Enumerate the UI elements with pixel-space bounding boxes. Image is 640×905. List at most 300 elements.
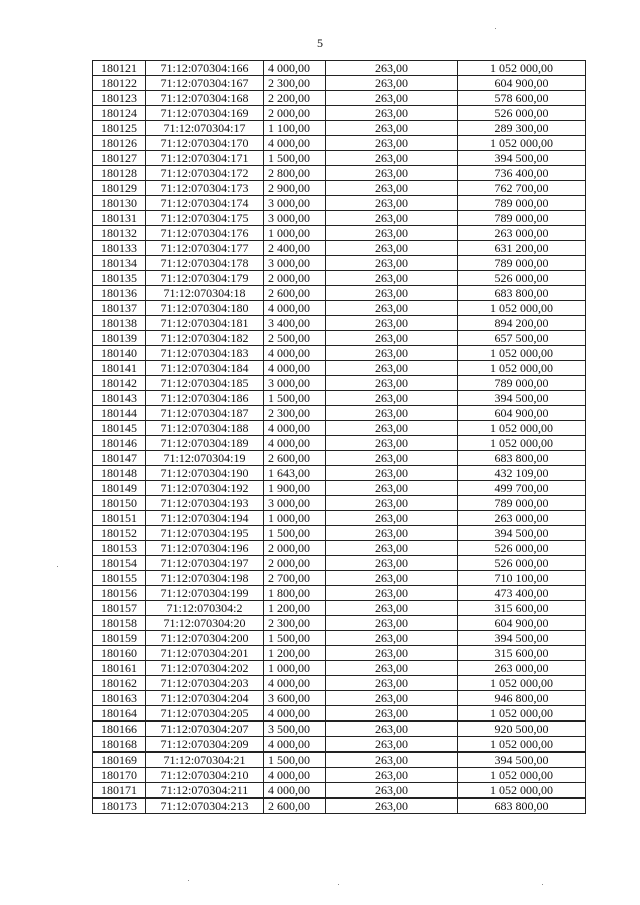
- cadastral-number-cell: 71:12:070304:21: [146, 752, 264, 768]
- area-cell: 4 000,00: [264, 421, 326, 436]
- price-cell: 263,00: [326, 286, 458, 301]
- id-cell: 180121: [93, 61, 146, 76]
- price-cell: 263,00: [326, 391, 458, 406]
- id-cell: 180155: [93, 571, 146, 586]
- table-row: [93, 166, 586, 181]
- area-cell: 1 900,00: [264, 481, 326, 496]
- id-cell: 180133: [93, 241, 146, 256]
- table-row: [93, 61, 586, 76]
- area-cell: 3 600,00: [264, 691, 326, 706]
- table-row: [93, 661, 586, 676]
- area-cell: 3 500,00: [264, 721, 326, 737]
- cadastral-number-cell: 71:12:070304:207: [146, 721, 264, 737]
- price-cell: 263,00: [326, 721, 458, 737]
- cadastral-number-cell: 71:12:070304:204: [146, 691, 264, 706]
- cadastral-number-cell: 71:12:070304:186: [146, 391, 264, 406]
- area-cell: 1 500,00: [264, 752, 326, 768]
- area-cell: 4 000,00: [264, 768, 326, 783]
- cadastral-number-cell: 71:12:070304:175: [146, 211, 264, 226]
- total-cell: 604 900,00: [458, 406, 586, 421]
- price-cell: 263,00: [326, 798, 458, 814]
- id-cell: 180125: [93, 121, 146, 136]
- cadastral-number-cell: 71:12:070304:174: [146, 196, 264, 211]
- land-registry-table: [92, 60, 586, 814]
- area-cell: 3 000,00: [264, 256, 326, 271]
- cadastral-number-cell: 71:12:070304:184: [146, 361, 264, 376]
- total-cell: 1 052 000,00: [458, 361, 586, 376]
- table-row: [93, 301, 586, 316]
- total-cell: 394 500,00: [458, 631, 586, 646]
- price-cell: 263,00: [326, 556, 458, 571]
- area-cell: 1 800,00: [264, 586, 326, 601]
- cadastral-number-cell: 71:12:070304:188: [146, 421, 264, 436]
- price-cell: 263,00: [326, 768, 458, 783]
- total-cell: 1 052 000,00: [458, 301, 586, 316]
- id-cell: 180137: [93, 301, 146, 316]
- id-cell: 180136: [93, 286, 146, 301]
- cadastral-number-cell: 71:12:070304:200: [146, 631, 264, 646]
- id-cell: 180161: [93, 661, 146, 676]
- total-cell: 263 000,00: [458, 226, 586, 241]
- total-cell: 920 500,00: [458, 721, 586, 737]
- table-row: [93, 226, 586, 241]
- table-row: [93, 271, 586, 286]
- table-row: [93, 91, 586, 106]
- table-row: [93, 616, 586, 631]
- price-cell: 263,00: [326, 783, 458, 799]
- price-cell: 263,00: [326, 271, 458, 286]
- cadastral-number-cell: 71:12:070304:180: [146, 301, 264, 316]
- table-row: [93, 286, 586, 301]
- table-row: [93, 768, 586, 783]
- table-row: [93, 406, 586, 421]
- total-cell: 1 052 000,00: [458, 421, 586, 436]
- area-cell: 1 643,00: [264, 466, 326, 481]
- total-cell: 683 800,00: [458, 798, 586, 814]
- cadastral-number-cell: 71:12:070304:197: [146, 556, 264, 571]
- id-cell: 180140: [93, 346, 146, 361]
- id-cell: 180159: [93, 631, 146, 646]
- total-cell: 657 500,00: [458, 331, 586, 346]
- area-cell: 2 400,00: [264, 241, 326, 256]
- table-row: [93, 541, 586, 556]
- price-cell: 263,00: [326, 737, 458, 753]
- id-cell: 180173: [93, 798, 146, 814]
- table-row: [93, 691, 586, 706]
- table-body: [93, 61, 586, 814]
- area-cell: 1 000,00: [264, 661, 326, 676]
- price-cell: 263,00: [326, 601, 458, 616]
- id-cell: 180122: [93, 76, 146, 91]
- table-row: [93, 496, 586, 511]
- total-cell: 432 109,00: [458, 466, 586, 481]
- table-row: [93, 211, 586, 226]
- table-row: [93, 391, 586, 406]
- table-row: [93, 737, 586, 753]
- price-cell: 263,00: [326, 466, 458, 481]
- area-cell: 2 800,00: [264, 166, 326, 181]
- cadastral-number-cell: 71:12:070304:182: [146, 331, 264, 346]
- area-cell: 4 000,00: [264, 676, 326, 691]
- price-cell: 263,00: [326, 631, 458, 646]
- area-cell: 4 000,00: [264, 737, 326, 753]
- price-cell: 263,00: [326, 511, 458, 526]
- id-cell: 180132: [93, 226, 146, 241]
- price-cell: 263,00: [326, 196, 458, 211]
- table-row: [93, 346, 586, 361]
- total-cell: 394 500,00: [458, 526, 586, 541]
- table-row: [93, 121, 586, 136]
- area-cell: 1 500,00: [264, 391, 326, 406]
- table-row: [93, 466, 586, 481]
- total-cell: 683 800,00: [458, 286, 586, 301]
- table-row: [93, 151, 586, 166]
- area-cell: 2 000,00: [264, 106, 326, 121]
- id-cell: 180142: [93, 376, 146, 391]
- price-cell: 263,00: [326, 451, 458, 466]
- area-cell: 1 100,00: [264, 121, 326, 136]
- cadastral-number-cell: 71:12:070304:166: [146, 61, 264, 76]
- cadastral-number-cell: 71:12:070304:168: [146, 91, 264, 106]
- id-cell: 180145: [93, 421, 146, 436]
- total-cell: 1 052 000,00: [458, 436, 586, 451]
- total-cell: 1 052 000,00: [458, 676, 586, 691]
- price-cell: 263,00: [326, 256, 458, 271]
- cadastral-number-cell: 71:12:070304:2: [146, 601, 264, 616]
- cadastral-number-cell: 71:12:070304:185: [146, 376, 264, 391]
- table-row: [93, 451, 586, 466]
- id-cell: 180156: [93, 586, 146, 601]
- price-cell: 263,00: [326, 226, 458, 241]
- total-cell: 473 400,00: [458, 586, 586, 601]
- area-cell: 4 000,00: [264, 706, 326, 722]
- cadastral-number-cell: 71:12:070304:178: [146, 256, 264, 271]
- area-cell: 4 000,00: [264, 136, 326, 151]
- page-number: 5: [317, 36, 323, 50]
- price-cell: 263,00: [326, 752, 458, 768]
- price-cell: 263,00: [326, 661, 458, 676]
- table-row: [93, 798, 586, 814]
- total-cell: 789 000,00: [458, 376, 586, 391]
- total-cell: 263 000,00: [458, 661, 586, 676]
- cadastral-number-cell: 71:12:070304:196: [146, 541, 264, 556]
- area-cell: 1 000,00: [264, 511, 326, 526]
- price-cell: 263,00: [326, 571, 458, 586]
- cadastral-number-cell: 71:12:070304:20: [146, 616, 264, 631]
- table-row: [93, 256, 586, 271]
- price-cell: 263,00: [326, 61, 458, 76]
- id-cell: 180150: [93, 496, 146, 511]
- price-cell: 263,00: [326, 541, 458, 556]
- table-row: [93, 361, 586, 376]
- total-cell: 604 900,00: [458, 76, 586, 91]
- table-row: [93, 586, 586, 601]
- table-row: [93, 571, 586, 586]
- cadastral-number-cell: 71:12:070304:167: [146, 76, 264, 91]
- area-cell: 4 000,00: [264, 361, 326, 376]
- area-cell: 4 000,00: [264, 301, 326, 316]
- price-cell: 263,00: [326, 301, 458, 316]
- cadastral-number-cell: 71:12:070304:173: [146, 181, 264, 196]
- price-cell: 263,00: [326, 496, 458, 511]
- price-cell: 263,00: [326, 676, 458, 691]
- price-cell: 263,00: [326, 691, 458, 706]
- cadastral-number-cell: 71:12:070304:211: [146, 783, 264, 799]
- cadastral-number-cell: 71:12:070304:198: [146, 571, 264, 586]
- table-row: [93, 436, 586, 451]
- id-cell: 180160: [93, 646, 146, 661]
- table-row: [93, 783, 586, 799]
- price-cell: 263,00: [326, 421, 458, 436]
- cadastral-number-cell: 71:12:070304:201: [146, 646, 264, 661]
- id-cell: 180138: [93, 316, 146, 331]
- area-cell: 2 500,00: [264, 331, 326, 346]
- area-cell: 3 000,00: [264, 376, 326, 391]
- table-row: [93, 676, 586, 691]
- area-cell: 2 600,00: [264, 286, 326, 301]
- price-cell: 263,00: [326, 646, 458, 661]
- scan-speck: [57, 566, 58, 567]
- table-row: [93, 316, 586, 331]
- price-cell: 263,00: [326, 106, 458, 121]
- total-cell: 894 200,00: [458, 316, 586, 331]
- total-cell: 736 400,00: [458, 166, 586, 181]
- scan-speck: [188, 880, 189, 881]
- area-cell: 2 600,00: [264, 798, 326, 814]
- total-cell: 762 700,00: [458, 181, 586, 196]
- total-cell: 789 000,00: [458, 211, 586, 226]
- price-cell: 263,00: [326, 706, 458, 722]
- total-cell: 263 000,00: [458, 511, 586, 526]
- id-cell: 180149: [93, 481, 146, 496]
- cadastral-number-cell: 71:12:070304:172: [146, 166, 264, 181]
- id-cell: 180128: [93, 166, 146, 181]
- price-cell: 263,00: [326, 616, 458, 631]
- cadastral-number-cell: 71:12:070304:194: [146, 511, 264, 526]
- table-row: [93, 481, 586, 496]
- area-cell: 1 500,00: [264, 526, 326, 541]
- cadastral-number-cell: 71:12:070304:18: [146, 286, 264, 301]
- id-cell: 180166: [93, 721, 146, 737]
- id-cell: 180169: [93, 752, 146, 768]
- id-cell: 180124: [93, 106, 146, 121]
- table-row: [93, 601, 586, 616]
- total-cell: 315 600,00: [458, 646, 586, 661]
- table-row: [93, 331, 586, 346]
- price-cell: 263,00: [326, 526, 458, 541]
- area-cell: 2 000,00: [264, 556, 326, 571]
- area-cell: 2 300,00: [264, 616, 326, 631]
- area-cell: 1 000,00: [264, 226, 326, 241]
- area-cell: 2 300,00: [264, 406, 326, 421]
- id-cell: 180157: [93, 601, 146, 616]
- area-cell: 2 200,00: [264, 91, 326, 106]
- table-row: [93, 136, 586, 151]
- id-cell: 180129: [93, 181, 146, 196]
- id-cell: 180144: [93, 406, 146, 421]
- area-cell: 1 200,00: [264, 601, 326, 616]
- table-row: [93, 526, 586, 541]
- total-cell: 789 000,00: [458, 196, 586, 211]
- cadastral-number-cell: 71:12:070304:195: [146, 526, 264, 541]
- price-cell: 263,00: [326, 181, 458, 196]
- area-cell: 4 000,00: [264, 783, 326, 799]
- total-cell: 1 052 000,00: [458, 706, 586, 722]
- area-cell: 3 000,00: [264, 196, 326, 211]
- id-cell: 180162: [93, 676, 146, 691]
- table-row: [93, 76, 586, 91]
- id-cell: 180168: [93, 737, 146, 753]
- id-cell: 180127: [93, 151, 146, 166]
- id-cell: 180135: [93, 271, 146, 286]
- total-cell: 789 000,00: [458, 256, 586, 271]
- cadastral-number-cell: 71:12:070304:19: [146, 451, 264, 466]
- cadastral-number-cell: 71:12:070304:189: [146, 436, 264, 451]
- id-cell: 180134: [93, 256, 146, 271]
- area-cell: 2 000,00: [264, 541, 326, 556]
- total-cell: 1 052 000,00: [458, 737, 586, 753]
- total-cell: 1 052 000,00: [458, 61, 586, 76]
- total-cell: 1 052 000,00: [458, 346, 586, 361]
- price-cell: 263,00: [326, 346, 458, 361]
- price-cell: 263,00: [326, 331, 458, 346]
- area-cell: 2 000,00: [264, 271, 326, 286]
- cadastral-number-cell: 71:12:070304:181: [146, 316, 264, 331]
- total-cell: 789 000,00: [458, 496, 586, 511]
- cadastral-number-cell: 71:12:070304:17: [146, 121, 264, 136]
- total-cell: 315 600,00: [458, 601, 586, 616]
- cadastral-number-cell: 71:12:070304:202: [146, 661, 264, 676]
- id-cell: 180148: [93, 466, 146, 481]
- total-cell: 1 052 000,00: [458, 136, 586, 151]
- price-cell: 263,00: [326, 406, 458, 421]
- area-cell: 3 400,00: [264, 316, 326, 331]
- id-cell: 180139: [93, 331, 146, 346]
- table-row: [93, 706, 586, 722]
- id-cell: 180146: [93, 436, 146, 451]
- total-cell: 946 800,00: [458, 691, 586, 706]
- price-cell: 263,00: [326, 241, 458, 256]
- cadastral-number-cell: 71:12:070304:209: [146, 737, 264, 753]
- price-cell: 263,00: [326, 211, 458, 226]
- price-cell: 263,00: [326, 361, 458, 376]
- id-cell: 180130: [93, 196, 146, 211]
- cadastral-number-cell: 71:12:070304:169: [146, 106, 264, 121]
- total-cell: 394 500,00: [458, 752, 586, 768]
- total-cell: 394 500,00: [458, 391, 586, 406]
- cadastral-number-cell: 71:12:070304:199: [146, 586, 264, 601]
- area-cell: 4 000,00: [264, 346, 326, 361]
- area-cell: 1 500,00: [264, 151, 326, 166]
- table-row: [93, 752, 586, 768]
- price-cell: 263,00: [326, 121, 458, 136]
- scan-speck: [542, 884, 543, 885]
- table-row: [93, 376, 586, 391]
- id-cell: 180163: [93, 691, 146, 706]
- id-cell: 180131: [93, 211, 146, 226]
- table-row: [93, 421, 586, 436]
- total-cell: 289 300,00: [458, 121, 586, 136]
- id-cell: 180126: [93, 136, 146, 151]
- price-cell: 263,00: [326, 376, 458, 391]
- price-cell: 263,00: [326, 436, 458, 451]
- table-row: [93, 646, 586, 661]
- total-cell: 1 052 000,00: [458, 768, 586, 783]
- table-row: [93, 556, 586, 571]
- id-cell: 180170: [93, 768, 146, 783]
- cadastral-number-cell: 71:12:070304:177: [146, 241, 264, 256]
- price-cell: 263,00: [326, 136, 458, 151]
- area-cell: 2 700,00: [264, 571, 326, 586]
- area-cell: 3 000,00: [264, 211, 326, 226]
- table-row: [93, 196, 586, 211]
- area-cell: 2 900,00: [264, 181, 326, 196]
- total-cell: 526 000,00: [458, 106, 586, 121]
- table-row: [93, 631, 586, 646]
- table-row: [93, 106, 586, 121]
- price-cell: 263,00: [326, 151, 458, 166]
- price-cell: 263,00: [326, 166, 458, 181]
- cadastral-number-cell: 71:12:070304:183: [146, 346, 264, 361]
- table-row: [93, 241, 586, 256]
- price-cell: 263,00: [326, 91, 458, 106]
- id-cell: 180164: [93, 706, 146, 722]
- price-cell: 263,00: [326, 316, 458, 331]
- id-cell: 180123: [93, 91, 146, 106]
- id-cell: 180141: [93, 361, 146, 376]
- area-cell: 2 300,00: [264, 76, 326, 91]
- total-cell: 710 100,00: [458, 571, 586, 586]
- id-cell: 180158: [93, 616, 146, 631]
- total-cell: 526 000,00: [458, 271, 586, 286]
- id-cell: 180152: [93, 526, 146, 541]
- cadastral-number-cell: 71:12:070304:170: [146, 136, 264, 151]
- total-cell: 1 052 000,00: [458, 783, 586, 799]
- total-cell: 578 600,00: [458, 91, 586, 106]
- price-cell: 263,00: [326, 76, 458, 91]
- total-cell: 394 500,00: [458, 151, 586, 166]
- cadastral-number-cell: 71:12:070304:179: [146, 271, 264, 286]
- area-cell: 1 500,00: [264, 631, 326, 646]
- area-cell: 4 000,00: [264, 61, 326, 76]
- cadastral-number-cell: 71:12:070304:171: [146, 151, 264, 166]
- id-cell: 180154: [93, 556, 146, 571]
- id-cell: 180143: [93, 391, 146, 406]
- total-cell: 604 900,00: [458, 616, 586, 631]
- cadastral-number-cell: 71:12:070304:210: [146, 768, 264, 783]
- cadastral-number-cell: 71:12:070304:187: [146, 406, 264, 421]
- table-row: [93, 511, 586, 526]
- total-cell: 526 000,00: [458, 556, 586, 571]
- scan-speck: [338, 884, 339, 885]
- area-cell: 1 200,00: [264, 646, 326, 661]
- area-cell: 4 000,00: [264, 436, 326, 451]
- scan-speck: [495, 28, 496, 29]
- cadastral-number-cell: 71:12:070304:192: [146, 481, 264, 496]
- price-cell: 263,00: [326, 586, 458, 601]
- cadastral-number-cell: 71:12:070304:213: [146, 798, 264, 814]
- table-row: [93, 181, 586, 196]
- cadastral-number-cell: 71:12:070304:190: [146, 466, 264, 481]
- id-cell: 180171: [93, 783, 146, 799]
- table-row: [93, 721, 586, 737]
- price-cell: 263,00: [326, 481, 458, 496]
- cadastral-number-cell: 71:12:070304:193: [146, 496, 264, 511]
- total-cell: 499 700,00: [458, 481, 586, 496]
- cadastral-number-cell: 71:12:070304:203: [146, 676, 264, 691]
- id-cell: 180151: [93, 511, 146, 526]
- id-cell: 180147: [93, 451, 146, 466]
